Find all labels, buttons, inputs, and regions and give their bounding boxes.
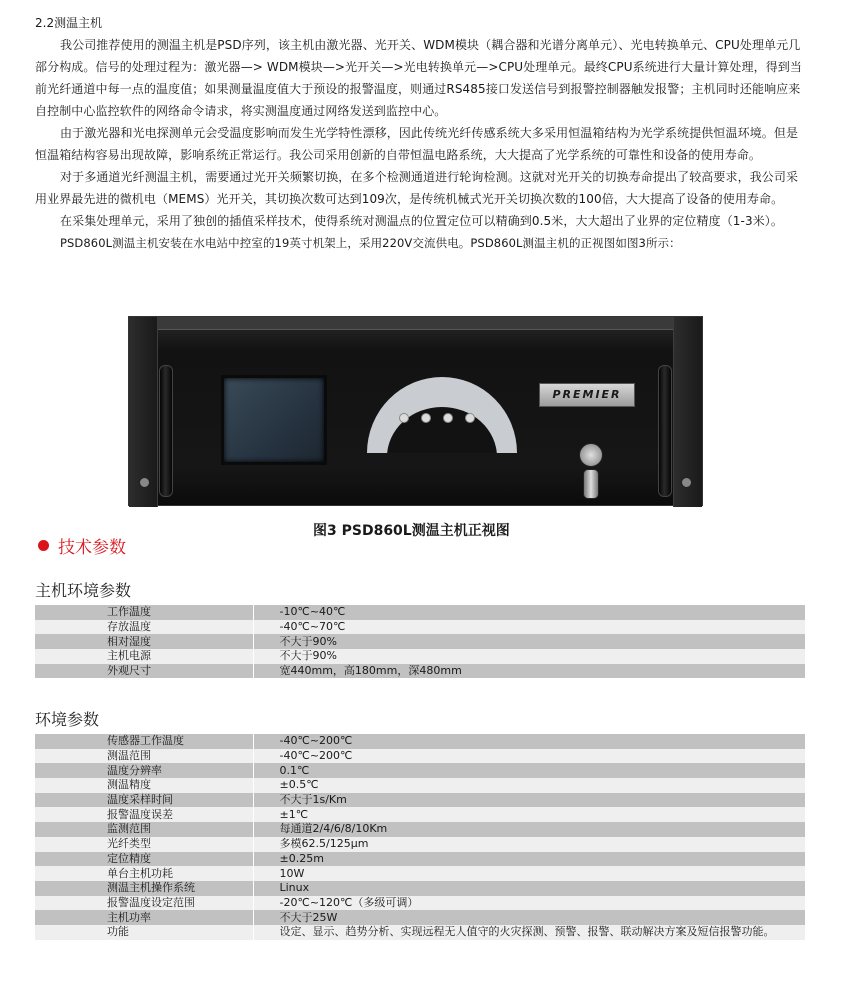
param-key: 传感器工作温度 (35, 734, 253, 749)
param-key: 测温精度 (35, 778, 253, 793)
table-row (35, 605, 805, 620)
device-front-view-figure (128, 300, 703, 508)
param-key: 存放温度 (35, 620, 253, 635)
section-title: 2.2测温主机 (35, 16, 103, 30)
param-value: -10℃~40℃ (253, 605, 805, 620)
table-row (35, 837, 805, 852)
table-row (35, 649, 805, 664)
brand-logo: PREMIER (539, 383, 635, 407)
table-row (35, 881, 805, 896)
table-row (35, 925, 805, 940)
param-key: 工作温度 (35, 605, 253, 620)
paragraph-optical-switch: 对于多通道光纤测温主机，需要通过光开关频繁切换，在多个检测通道进行轮询检测。这就对光开关的切换寿命提出了较高要求，我公司采用业界最先进的微机电（MEMS）光开关，其切换次数可达到109次，是传统机械式光开关切换次数的100倍，大大提高了设备的使用寿命。 (35, 170, 799, 206)
param-value: 0.1℃ (253, 763, 805, 778)
table-row (35, 778, 805, 793)
tech-params-header (38, 533, 126, 558)
param-value: 不大于25W (253, 910, 805, 925)
figure-caption: 图3 PSD860L测温主机正视图 (313, 523, 510, 539)
param-value: -40℃~70℃ (253, 620, 805, 635)
env-params-title: 环境参数 (35, 710, 100, 729)
param-value: -40℃~200℃ (253, 749, 805, 764)
handle-left (159, 365, 173, 497)
rack-chassis (128, 316, 703, 506)
led-icon (421, 413, 431, 423)
table-row (35, 866, 805, 881)
param-value: 每通道2/4/6/8/10Km (253, 822, 805, 837)
param-key: 温度分辨率 (35, 763, 253, 778)
paragraph-installation: PSD860L测温主机安装在水电站中控室的19英寸机架上，采用220V交流供电。PSD860L测温主机的正视图如图3所示： (60, 236, 681, 250)
param-value: -20℃~120℃（多级可调） (253, 896, 805, 911)
table-row (35, 734, 805, 749)
paragraph-thermostat: 由于激光器和光电探测单元会受温度影响而发生光学特性漂移，因此传统光纤传感系统大多采用恒温箱结构为光学系统提供恒温环境。但是恒温箱结构容易出现故障，影响系统正常运行。我公司采用创新的自带恒温电路系统，大大提高了光学系统的可靠性和设备的使用寿命。 (35, 126, 799, 162)
param-value: ±0.5℃ (253, 778, 805, 793)
param-key: 功能 (35, 925, 253, 940)
table-row (35, 664, 805, 679)
host-env-table (35, 605, 805, 678)
param-key: 定位精度 (35, 852, 253, 867)
chassis-top-rim (129, 317, 702, 330)
screw-icon (681, 477, 692, 488)
status-leds (399, 413, 499, 423)
table-row (35, 763, 805, 778)
table-row (35, 822, 805, 837)
param-value: ±0.25m (253, 852, 805, 867)
param-value: ±1℃ (253, 807, 805, 822)
param-value: 设定、显示、趋势分析、实现远程无人值守的火灾探测、预警、报警、联动解决方案及短信报警功能。 (253, 925, 805, 940)
led-icon (443, 413, 453, 423)
param-key: 外观尺寸 (35, 664, 253, 679)
param-value: -40℃~200℃ (253, 734, 805, 749)
screw-icon (139, 477, 150, 488)
param-value: Linux (253, 881, 805, 896)
table-row (35, 793, 805, 808)
lcd-screen (221, 375, 327, 465)
tech-params-title: 技术参数 (58, 538, 126, 558)
env-params-table (35, 734, 805, 940)
param-value: 不大于90% (253, 634, 805, 649)
led-icon (465, 413, 475, 423)
bullet-dot-icon (38, 540, 49, 551)
param-value: 不大于1s/Km (253, 793, 805, 808)
param-key: 相对湿度 (35, 634, 253, 649)
key-switch-icon (579, 443, 603, 467)
led-icon (399, 413, 409, 423)
paragraph-sampling: 在采集处理单元，采用了独创的插值采样技术，使得系统对测温点的位置定位可以精确到0.5米，大大超出了业界的定位精度（1-3米）。 (60, 214, 783, 228)
param-key: 报警温度误差 (35, 807, 253, 822)
table-row (35, 620, 805, 635)
document-body (35, 12, 805, 254)
param-key: 测温主机操作系统 (35, 881, 253, 896)
param-value: 多模62.5/125μm (253, 837, 805, 852)
key-icon (583, 469, 599, 499)
param-value: 宽440mm，高180mm，深480mm (253, 664, 805, 679)
param-key: 单台主机功耗 (35, 866, 253, 881)
table-row (35, 749, 805, 764)
param-value: 10W (253, 866, 805, 881)
handle-right (658, 365, 672, 497)
paragraph-composition: 我公司推荐使用的测温主机是PSD序列，该主机由激光器、光开关、WDM模块（耦合器和光谱分离单元）、光电转换单元、CPU处理单元几部分构成。信号的处理过程为：激光器—> WDM模块—>光开关—>光电转换单元—>CPU处理单元。最终CPU系统进行大量计算处理，得到当前光纤通道中每一点的温度值；如果测量温度值大于预设的报警温度，则通过RS485接口发送信号到报警控制器触发报警；主机同时还能响应来自控制中心监控软件的网络命令请求，将实测温度通过网络发送到监控中心。 (35, 38, 802, 118)
param-key: 报警温度设定范围 (35, 896, 253, 911)
table-row (35, 852, 805, 867)
param-key: 光纤类型 (35, 837, 253, 852)
table-row (35, 910, 805, 925)
param-key: 主机功率 (35, 910, 253, 925)
host-env-title: 主机环境参数 (35, 581, 132, 600)
param-key: 温度采样时间 (35, 793, 253, 808)
table-row (35, 634, 805, 649)
param-key: 主机电源 (35, 649, 253, 664)
param-key: 监测范围 (35, 822, 253, 837)
table-row (35, 896, 805, 911)
param-key: 测温范围 (35, 749, 253, 764)
param-value: 不大于90% (253, 649, 805, 664)
table-row (35, 807, 805, 822)
